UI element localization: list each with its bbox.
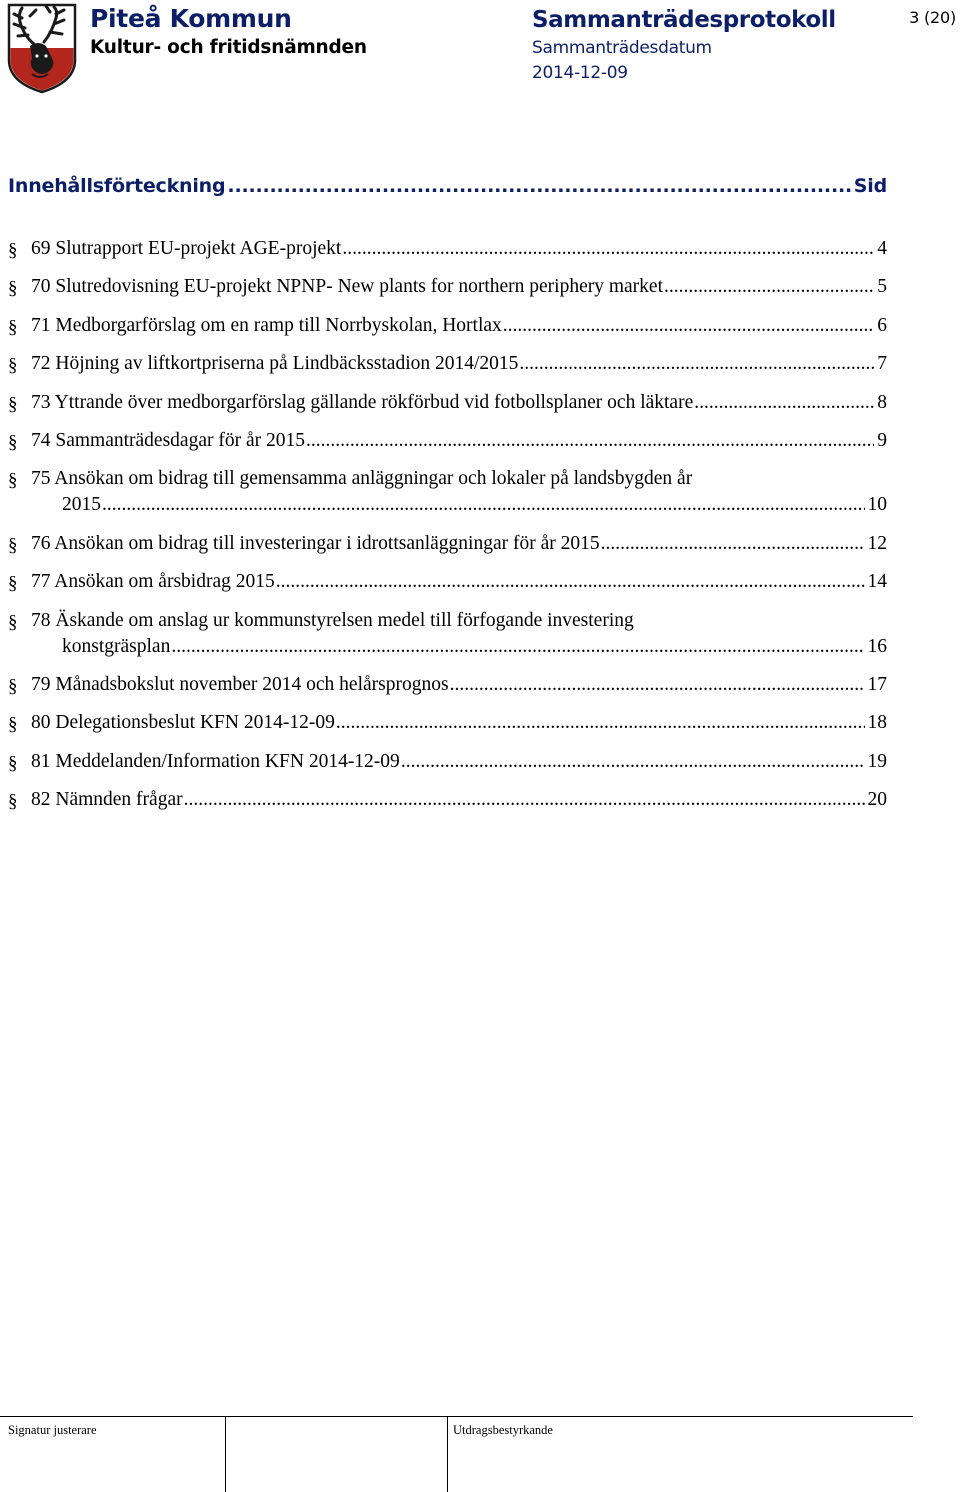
section-bullet: § (8, 675, 18, 697)
meeting-date-label: Sammanträdesdatum (532, 38, 712, 58)
extract-certification-label: Utdragsbestyrkande (453, 1423, 553, 1437)
section-bullet: § (8, 278, 18, 300)
organization-block (90, 2, 367, 60)
toc-item-page: 17 (867, 673, 887, 695)
toc-item[interactable] (0, 749, 887, 775)
dot-leader (694, 390, 874, 416)
toc-item[interactable] (0, 390, 887, 416)
toc-item[interactable] (0, 351, 887, 377)
dot-leader (664, 274, 874, 300)
toc-item-page: 5 (877, 276, 887, 298)
section-bullet: § (8, 470, 18, 492)
toc-item[interactable] (0, 428, 887, 454)
toc-item-text: 69 Slutrapport EU-projekt AGE-projekt (31, 238, 342, 259)
toc-item-text: 81 Meddelanden/Information KFN 2014-12-09 (31, 750, 400, 772)
toc-item[interactable] (0, 608, 887, 660)
document-title: Sammanträdesprotokoll (532, 7, 836, 33)
dot-leader (336, 710, 865, 736)
toc-item-page: 19 (867, 750, 887, 772)
toc-item-text: 78 Äskande om anslag ur kommunstyrelsen medel till förfogande investering (31, 609, 634, 631)
toc-item-page: 9 (877, 429, 887, 451)
toc-heading (8, 168, 887, 204)
signature-field-label: Signatur justerare (8, 1423, 97, 1437)
toc-item[interactable] (0, 236, 887, 262)
toc-item-page: 14 (867, 571, 887, 593)
toc-item-text: 72 Höjning av liftkortpriserna på Lindbäcksstadion 2014/2015 (31, 353, 519, 375)
toc-item-page: 10 (867, 494, 887, 516)
dot-leader (171, 634, 864, 660)
section-bullet: § (8, 355, 18, 377)
toc-item-text: 77 Ansökan om årsbidrag 2015 (31, 571, 275, 593)
toc-item-text-continuation: konstgräsplan (62, 635, 171, 657)
dot-leader (519, 351, 874, 377)
toc-item-text: 80 Delegationsbeslut KFN 2014-12-09 (31, 712, 335, 734)
toc-item-text: 82 Nämnden frågar (31, 789, 183, 811)
toc-item-page: 16 (867, 635, 887, 657)
section-bullet: § (8, 791, 18, 813)
section-bullet: § (8, 240, 18, 261)
document-title-block (532, 4, 836, 86)
footer-rule (0, 1416, 913, 1417)
section-bullet: § (8, 316, 18, 338)
section-bullet: § (8, 393, 18, 415)
page-number: 3 (20) (909, 8, 956, 27)
dot-leader (450, 672, 865, 698)
section-bullet: § (8, 752, 18, 774)
dot-leader (184, 787, 865, 813)
toc-item-text: 76 Ansökan om bidrag till investeringar i idrottsanläggningar för år 2015 (31, 532, 600, 554)
section-bullet: § (8, 431, 18, 453)
toc-item[interactable] (0, 672, 887, 698)
toc-list (0, 236, 960, 825)
dot-leader (306, 428, 874, 454)
section-bullet: § (8, 714, 18, 736)
toc-item-text: 71 Medborgarförslag om en ramp till Norrbyskolan, Hortlax (31, 314, 502, 336)
reindeer-coat-of-arms-icon (6, 2, 78, 94)
toc-item[interactable] (0, 466, 887, 518)
toc-item-page: 20 (867, 789, 887, 811)
municipality-name: Piteå Kommun (90, 4, 292, 33)
toc-item-text-continuation: 2015 (62, 494, 101, 516)
dot-leader (503, 313, 874, 339)
meeting-date-value: 2014-12-09 (532, 63, 628, 83)
dot-leader (276, 569, 865, 595)
toc-item-text: 70 Slutredovisning EU-projekt NPNP- New plants for northern periphery market (31, 276, 663, 298)
toc-item-page: 12 (867, 532, 887, 554)
toc-item[interactable] (0, 710, 887, 736)
footer-divider (447, 1416, 448, 1492)
toc-item[interactable] (0, 531, 887, 557)
dot-leader (102, 492, 865, 518)
toc-item-page: 4 (877, 238, 887, 259)
toc-item-text: 79 Månadsbokslut november 2014 och helårsprognos (31, 673, 449, 695)
toc-item-text: 75 Ansökan om bidrag till gemensamma anläggningar och lokaler på landsbygden år (31, 468, 693, 490)
section-bullet: § (8, 573, 18, 595)
toc-item[interactable] (0, 569, 887, 595)
footer-divider (225, 1416, 226, 1492)
toc-item-page: 6 (877, 314, 887, 336)
toc-item-page: 8 (877, 391, 887, 413)
toc-item-page: 7 (877, 353, 887, 375)
toc-item-text: 73 Yttrande över medborgarförslag gällande rökförbud vid fotbollsplaner och läktare (31, 391, 694, 413)
section-bullet: § (8, 534, 18, 556)
toc-item-text: 74 Sammanträdesdagar för år 2015 (31, 429, 305, 451)
toc-heading-page-label: Sid (853, 175, 887, 197)
toc-item[interactable] (0, 274, 887, 300)
toc-item-page: 18 (867, 712, 887, 734)
dot-leader (601, 531, 865, 557)
dot-leader (401, 749, 865, 775)
dot-leader (342, 236, 874, 262)
section-bullet: § (8, 611, 18, 633)
toc-heading-text: Innehållsförteckning (8, 175, 226, 197)
committee-name: Kultur- och fritidsnämnden (90, 37, 367, 58)
toc-heading-leader (227, 168, 851, 204)
toc-item[interactable] (0, 313, 887, 339)
toc-item[interactable] (0, 787, 887, 813)
